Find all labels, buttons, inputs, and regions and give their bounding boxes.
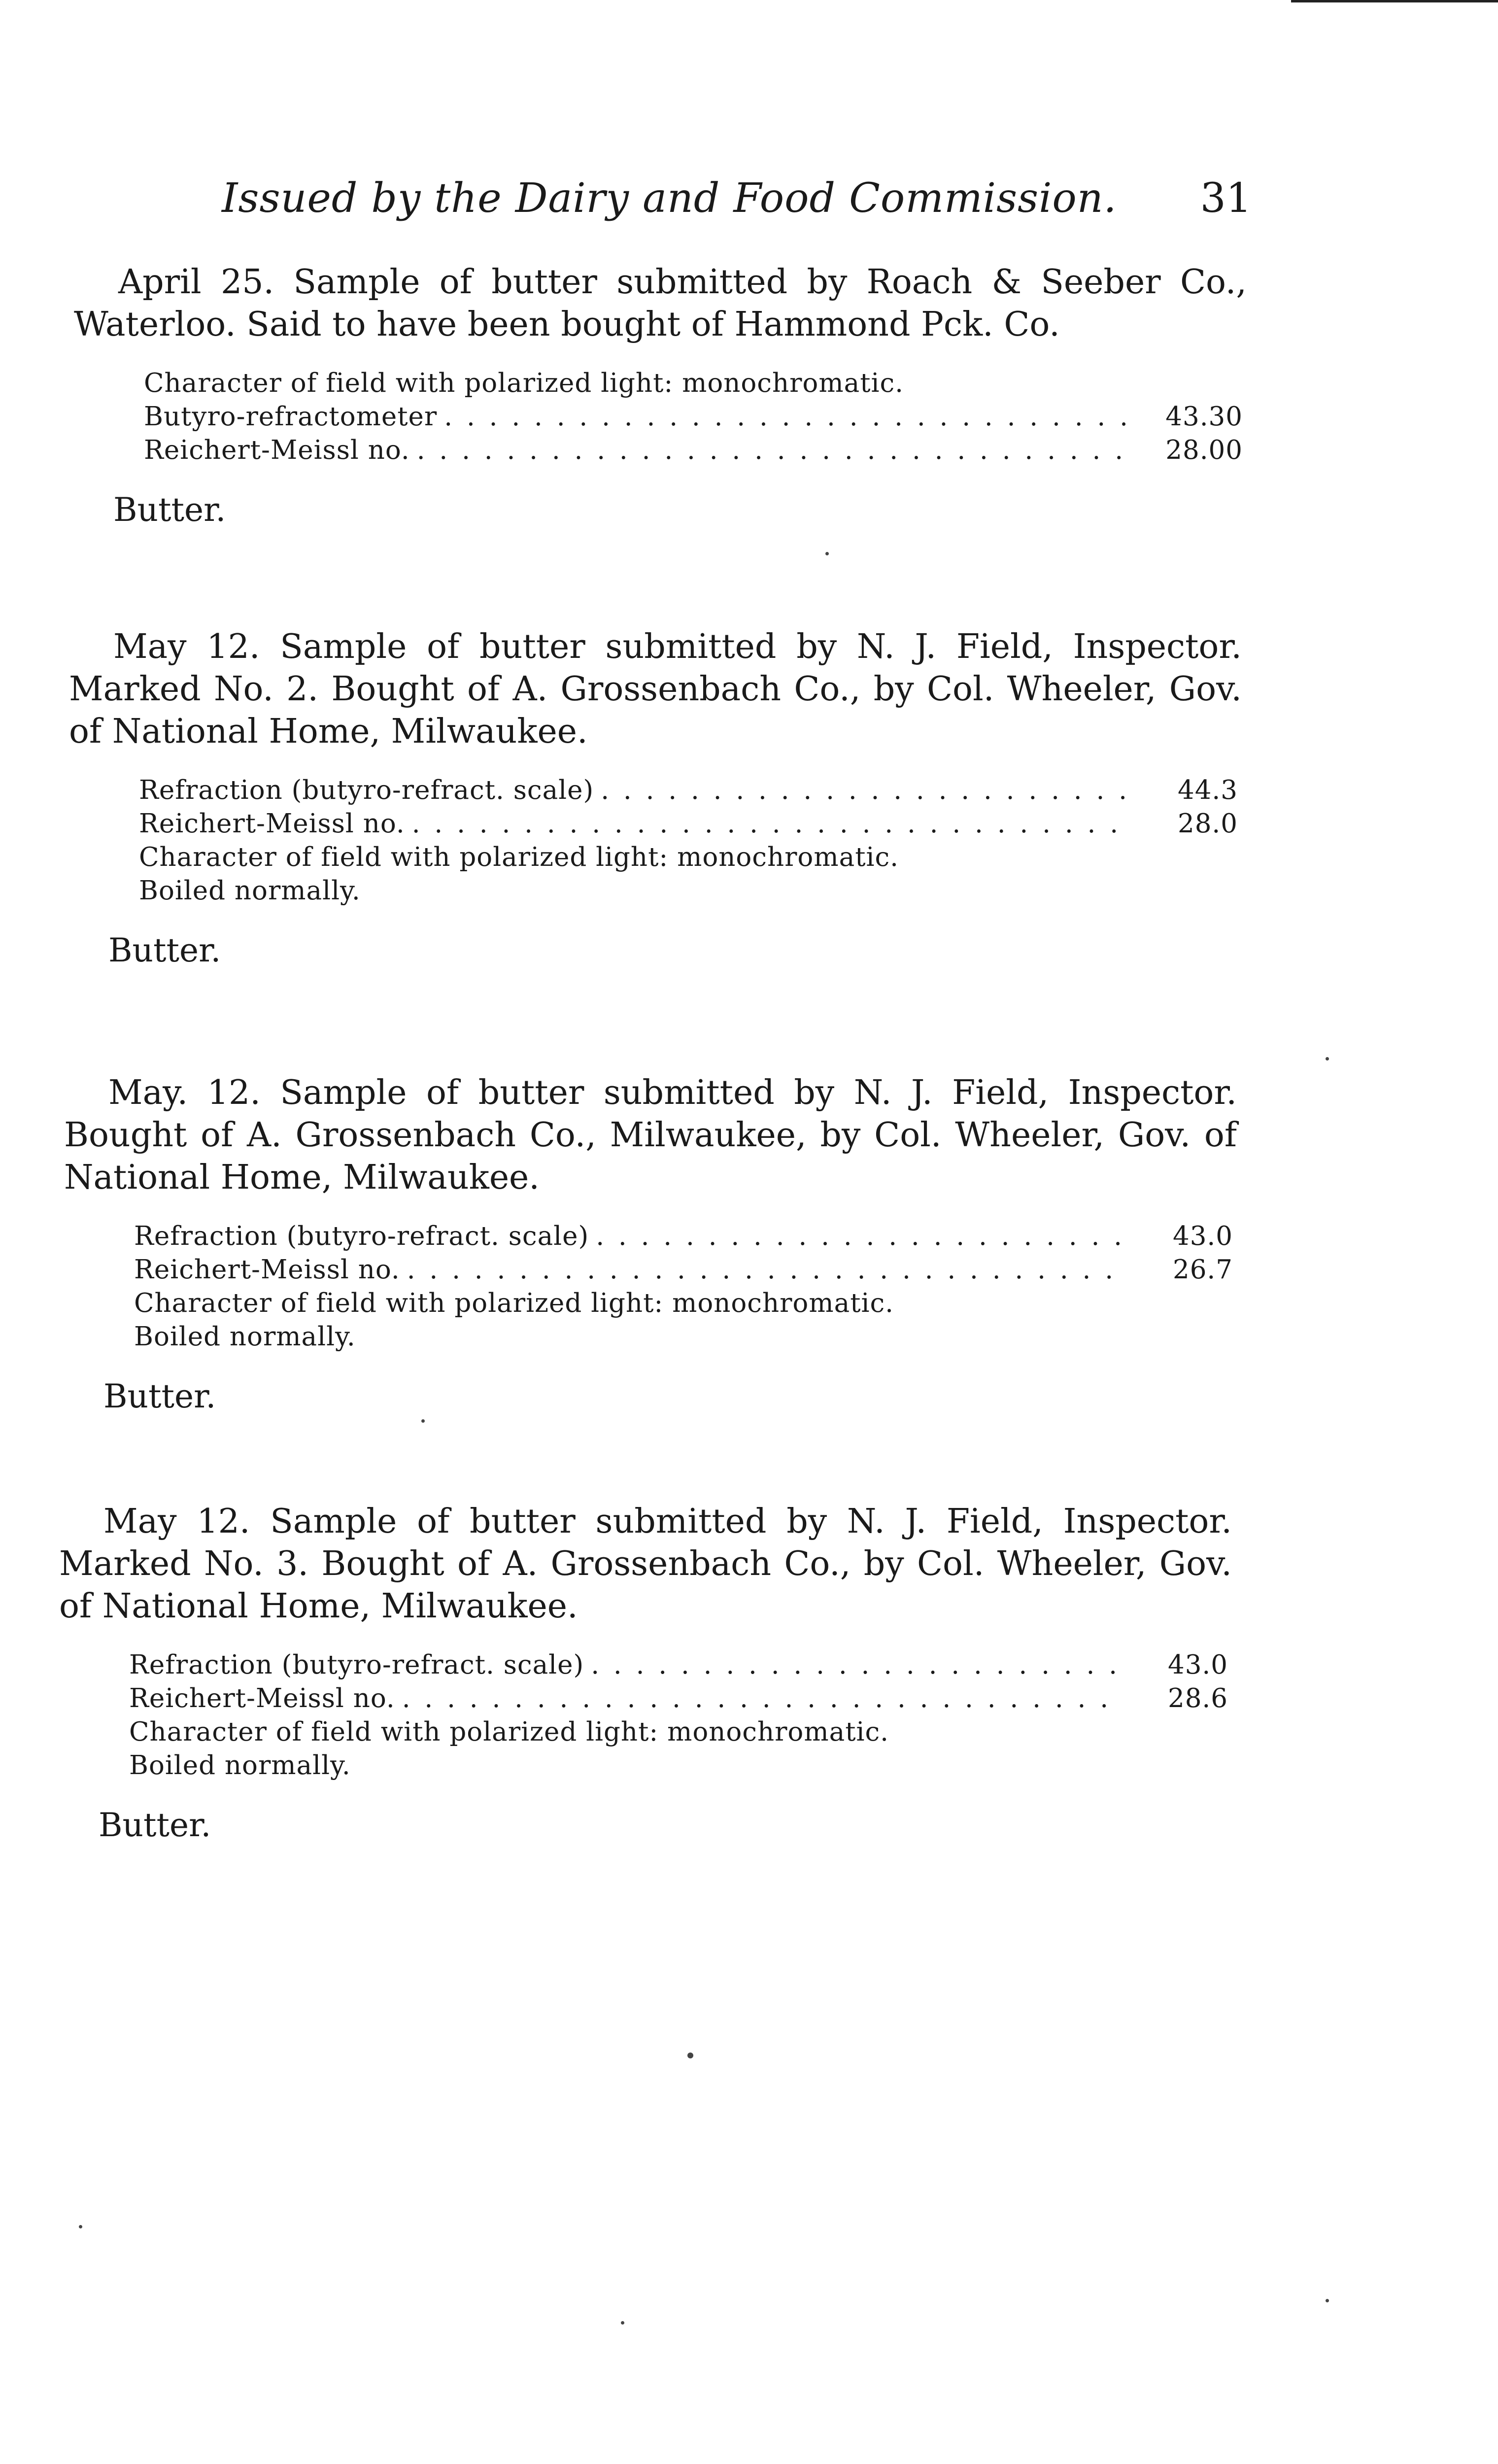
test-row	[139, 774, 1238, 807]
test-note: Character of field with polarized light: monochromatic.	[129, 1717, 889, 1747]
test-label: Refraction (butyro-refract. scale)	[129, 1650, 584, 1680]
entry-verdict: Butter.	[113, 491, 226, 529]
entry-verdict: Butter.	[108, 931, 221, 969]
test-note: Character of field with polarized light: monochromatic.	[144, 368, 904, 398]
test-results	[144, 367, 1243, 467]
test-label: Reichert-Meissl no.	[139, 809, 405, 839]
sample-entry	[64, 1072, 1237, 1415]
dot-leader	[402, 1682, 1123, 1715]
sample-entry	[74, 261, 1247, 529]
dot-leader	[417, 434, 1137, 467]
print-speck	[687, 2053, 693, 2058]
test-row	[144, 400, 1243, 434]
test-results	[129, 1648, 1228, 1782]
test-value: 28.0	[1177, 809, 1238, 839]
entry-intro: May 12. Sample of butter submitted by N. J. Field, Inspector. Marked No. 2. Bought of A. Grossenbach Co., by Col. Wheeler, Gov. of National Home, Milwaukee.	[69, 627, 1242, 751]
test-note: Boiled normally.	[134, 1322, 356, 1352]
test-row	[129, 1682, 1228, 1715]
test-value: 26.7	[1172, 1255, 1233, 1285]
dot-leader	[407, 1253, 1127, 1287]
test-results	[139, 774, 1238, 908]
test-label: Refraction (butyro-refract. scale)	[134, 1221, 589, 1251]
print-speck	[1326, 2299, 1329, 2302]
print-speck	[79, 2225, 82, 2228]
test-row	[129, 1648, 1228, 1682]
test-row	[139, 807, 1238, 841]
dot-leader	[412, 807, 1132, 841]
test-value: 28.6	[1167, 1683, 1228, 1713]
test-label: Reichert-Meissl no.	[134, 1255, 400, 1285]
dot-leader	[601, 774, 1132, 807]
dot-leader	[444, 400, 1137, 434]
running-header	[222, 175, 1252, 229]
test-row	[144, 434, 1243, 467]
test-value: 28.00	[1165, 435, 1243, 465]
entry-verdict: Butter.	[103, 1377, 216, 1415]
test-note: Boiled normally.	[129, 1750, 351, 1780]
test-row	[134, 1220, 1233, 1253]
sample-entry	[59, 1501, 1232, 1844]
print-speck	[621, 2321, 624, 2325]
test-value: 43.30	[1165, 402, 1243, 432]
print-speck	[825, 552, 829, 555]
entry-verdict: Butter.	[99, 1806, 211, 1844]
test-label: Butyro-refractometer	[144, 402, 438, 432]
test-label: Reichert-Meissl no.	[129, 1683, 395, 1713]
test-row	[134, 1253, 1233, 1287]
test-value: 43.0	[1167, 1650, 1228, 1680]
dot-leader	[596, 1220, 1127, 1253]
test-note: Boiled normally.	[139, 876, 361, 906]
test-label: Reichert-Meissl no.	[144, 435, 410, 465]
test-note: Character of field with polarized light: monochromatic.	[134, 1288, 894, 1318]
test-value: 43.0	[1172, 1221, 1233, 1251]
sample-entry	[69, 626, 1242, 969]
test-value: 44.3	[1177, 775, 1238, 805]
top-edge-rule	[1291, 0, 1498, 2]
print-speck	[421, 1419, 425, 1423]
print-speck	[1326, 1057, 1329, 1061]
page-number: 31	[1200, 175, 1252, 222]
running-title: Issued by the Dairy and Food Commission.	[222, 175, 1117, 222]
test-note: Character of field with polarized light: monochromatic.	[139, 842, 899, 872]
dot-leader	[591, 1648, 1123, 1682]
entry-intro: April 25. Sample of butter submitted by Roach & Seeber Co., Waterloo. Said to have been bought of Hammond Pck. Co.	[74, 263, 1247, 344]
test-results	[134, 1220, 1233, 1354]
entry-intro: May 12. Sample of butter submitted by N. J. Field, Inspector. Marked No. 3. Bought of A. Grossenbach Co., by Col. Wheeler, Gov. of National Home, Milwaukee.	[59, 1502, 1232, 1626]
test-label: Refraction (butyro-refract. scale)	[139, 775, 594, 805]
entry-intro: May. 12. Sample of butter submitted by N. J. Field, Inspector. Bought of A. Grossenbach Co., Milwaukee, by Col. Wheeler, Gov. of National Home, Milwaukee.	[64, 1073, 1237, 1197]
